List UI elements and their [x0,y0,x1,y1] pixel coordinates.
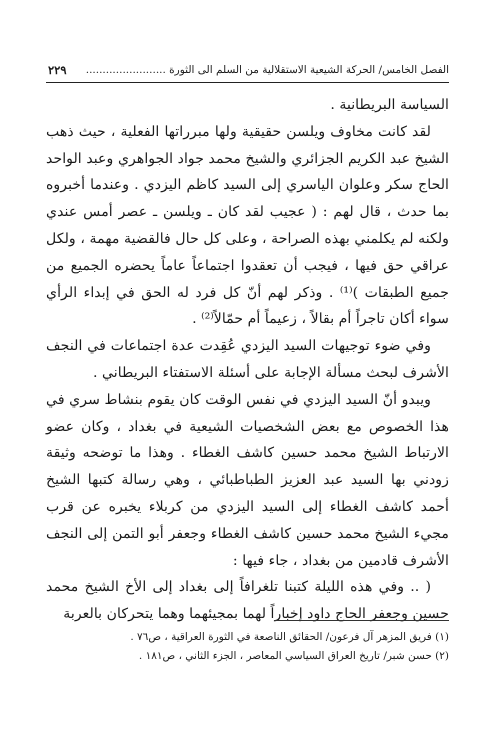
page-number: ٢٢٩ [48,63,67,77]
paragraph: ويبدو أنّ السيد اليزدي في نفس الوقت كان يقوم بنشاط سري في هذا الخصوص مع بعض الشخصيات الشيعية في بغداد ، وكان عضو الارتباط الشيخ محمد حسين كاشف الغطاء . وهذا ما توضحه وثيقة زودني بها السيد عبد العزيز الطباطبائي ، وهي رسالة كتبها الشيخ أحمد كاشف الغطاء إلى السيد اليزدي من كربلاء يخبره عن قرب مجيء الشيخ محمد حسين كاشف الغطاء وجعفر أبو التمن إلى النجف الأشرف قادمين من بغداد ، جاء فيها : [46,391,449,569]
footnote-rule [274,620,449,621]
paragraph: وفي ضوء توجيهات السيد اليزدي عُقِدت عدة اجتماعات في النجف الأشرف لبحث مسألة الإجابة على أسئلة الاستفتاء البريطاني . [46,338,449,381]
footnote: (٢) حسن شبر/ تاريخ العراق السياسي المعاصر ، الجزء الثاني ، ص١٨١ . [138,650,449,662]
paragraph: لقد كانت مخاوف ويلسن حقيقية ولها مبرراتها الفعلية ، حيث ذهب الشيخ عبد الكريم الجزائري والشيخ محمد جواد الجواهري وعبد الواحد الحاج سكر وعلوان الياسري إلى السيد كاظم اليزدي . وعندما أخبروه بما حدث ، قال لهم : ( عجيب لقد كان ـ ويلسن ـ عصر أمس عندي ولكنه لم يكلمني بهذه الصراحة ، وعلى كل حال فالقضية مهمة ، ولكل عراقي حق فيها ، فيجب أن تعقدوا اجتماعاً عاماً يحضره الجميع من جميع الطبقات )⁽¹⁾ . وذكر لهم أنّ كل فرد له الحق في إبداء الرأي سواء أكان تاجراً أم بقالاً ، زعيماً أم حمّالاً⁽²⁾ . [46,123,449,328]
footnotes [46,628,449,666]
chapter-title: الفصل الخامس/ الحركة الشيعية الاستقلالية من السلم الى الثورة ........................ [85,64,449,76]
paragraph: ( .. وفي هذه الليلة كتبنا تلغرافاً إلى بغداد إلى الأخ الشيخ محمد حسين وجعفر الحاج داود إخباراً لهما بمجيئهما وهما يتحركان بالعربة [46,579,449,623]
footnote: (١) فريق المزهر آل فرعون/ الحقائق الناصعة في الثورة العراقية ، ص٧٦ . [130,631,449,643]
paragraph: السياسة البريطانية . [330,97,449,113]
header-rule [46,82,449,83]
body-text [46,92,449,628]
running-header [48,62,449,78]
